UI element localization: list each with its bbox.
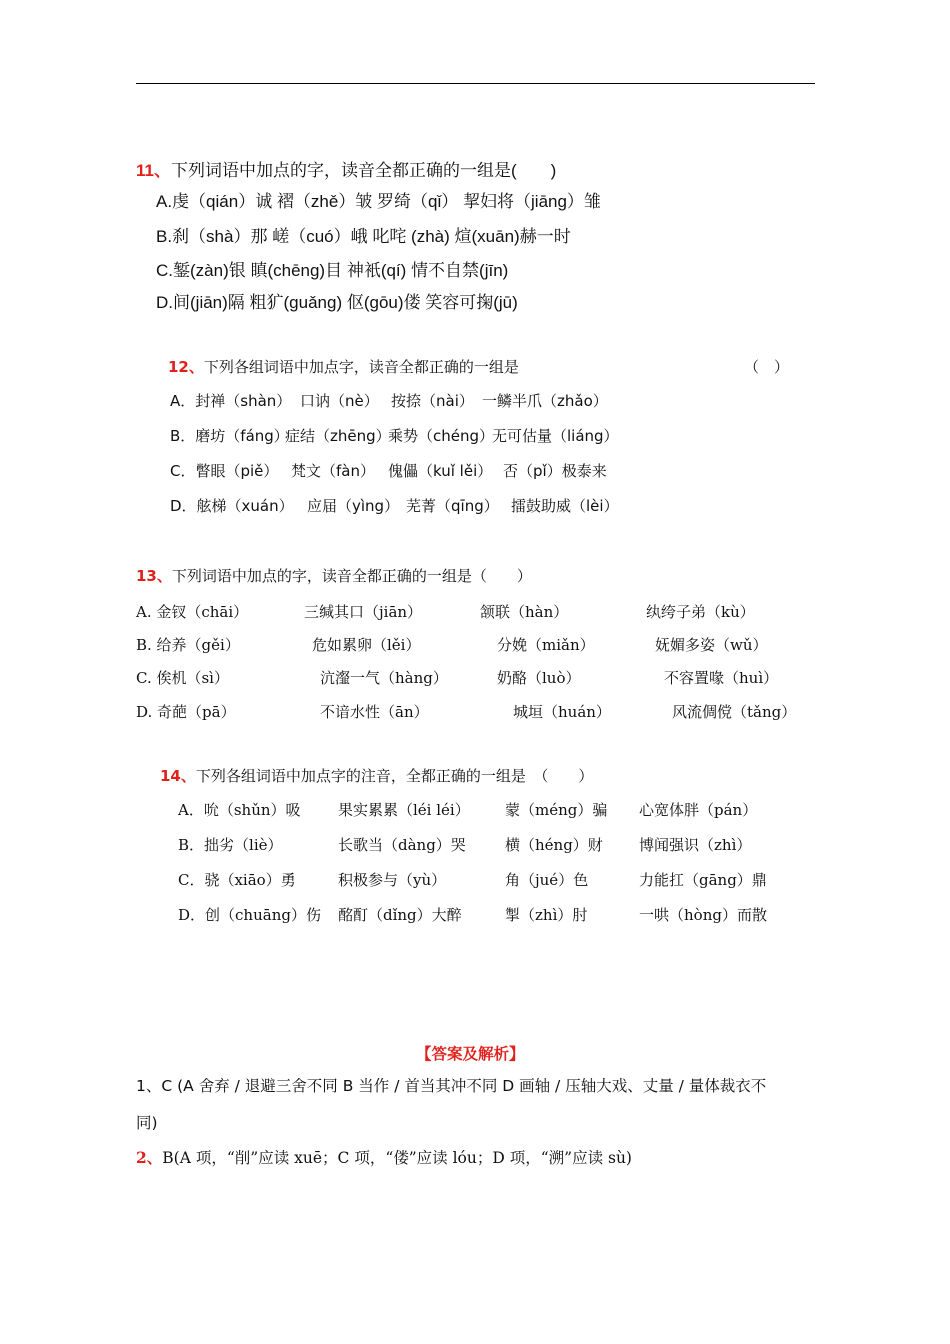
question-text: 下列词语中加点的字，读音全都正确的一组是（ ）	[171, 567, 532, 585]
q11-option-d: D.间(jiān)隔 粗犷(guǎng) 伛(gōu)偻 笑容可掬(jū)	[156, 293, 518, 312]
q11-option-b: B.刹（shà）那 嵯（cuó）峨 叱咤 (zhà) 煊(xuān)赫一时	[156, 227, 571, 246]
q13-c-item-4: 不容置喙（huì）	[664, 669, 779, 687]
q12-c-item-1: C．瞥眼（piě）	[170, 462, 279, 480]
q14-b-item-1: B．拙劣（liè）	[178, 836, 283, 854]
q13-b-item-1: B. 给养（gěi）	[136, 636, 240, 654]
q13-d-item-2: 不谙水性（ān）	[320, 703, 429, 721]
q14-b-item-2: 长歌当（dàng）哭	[338, 836, 466, 854]
q12-b-item-2: 症结（zhēng）	[285, 427, 391, 445]
q12-c-item-3: 傀儡（kuǐ lěi）	[388, 462, 493, 480]
answer-paren: （ ）	[744, 358, 790, 376]
q13-d-item-4: 风流倜傥（tǎng）	[672, 703, 797, 721]
q14-d-item-1: D．创（chuāng）伤	[178, 906, 321, 924]
q14-a-item-4: 心宽体胖（pán）	[639, 801, 758, 819]
q13-c-item-2: 沆瀣一气（hàng）	[320, 669, 448, 687]
answer-1-line-2: 同)	[136, 1114, 158, 1132]
q13-c-item-3: 奶酪（luò）	[497, 669, 581, 687]
q12-d-item-2: 应届（yìng）	[307, 497, 400, 515]
q12-a-item-2: 口讷（nè）	[300, 392, 379, 410]
q13-c-item-1: C. 俟机（sì）	[136, 669, 229, 687]
q14-a-item-3: 蒙（méng）骗	[505, 801, 608, 819]
question-number: 13、	[136, 567, 172, 585]
q14-c-item-2: 积极参与（yù）	[338, 871, 447, 889]
q12-a-item-1: A．封禅（shàn）	[170, 392, 292, 410]
question-text: 下列各组词语中加点字的注音，全都正确的一组是 （ ）	[195, 767, 594, 785]
q14-d-item-2: 酩酊（dǐng）大醉	[338, 906, 462, 924]
q12-b-item-4: 无可估量（liáng）	[492, 427, 619, 445]
question-text: 下列词语中加点的字，读音全都正确的一组是( )	[170, 161, 557, 180]
q12-c-item-4: 否（pǐ）极泰来	[503, 462, 607, 480]
question-text: 下列各组词语中加点字，读音全都正确的一组是	[203, 358, 519, 376]
q13-a-item-2: 三缄其口（jiān）	[304, 603, 423, 621]
q14-d-item-4: 一哄（hòng）而散	[639, 906, 767, 924]
q12-d-item-3: 芜菁（qīng）	[406, 497, 499, 515]
q13-a-item-1: A. 金钗（chāi）	[136, 603, 249, 621]
answer-2	[136, 1146, 632, 1168]
q13-d-item-3: 城垣（huán）	[513, 703, 611, 721]
q14-a-item-2: 果实累累（léi léi）	[338, 801, 470, 819]
question-11-stem	[136, 156, 556, 181]
q12-d-item-4: 擂鼓助威（lèi）	[511, 497, 619, 515]
q11-option-a: A.虔（qián）诚 褶（zhě）皱 罗绮（qǐ） 挈妇将（jiāng）雏	[156, 192, 601, 211]
question-12-stem	[168, 356, 519, 377]
q14-c-item-1: C．骁（xiāo）勇	[178, 871, 296, 889]
q12-b-item-1: B．磨坊（fáng）	[170, 427, 289, 445]
question-14-stem	[160, 765, 593, 786]
q13-b-item-4: 妩媚多姿（wǔ）	[655, 636, 768, 654]
question-number: 11、	[136, 161, 171, 180]
q14-b-item-3: 横（héng）财	[505, 836, 603, 854]
answer-1-line-1	[136, 1074, 766, 1096]
q13-d-item-1: D. 奇葩（pā）	[136, 703, 236, 721]
answer-number: 2、	[136, 1148, 163, 1167]
q14-c-item-4: 力能扛（gāng）鼎	[639, 871, 767, 889]
q13-a-item-4: 纨绔子弟（kù）	[646, 603, 755, 621]
q13-b-item-3: 分娩（miǎn）	[497, 636, 595, 654]
answers-heading: 【答案及解析】	[416, 1045, 525, 1063]
q13-a-item-3: 颔联（hàn）	[480, 603, 569, 621]
answer-number: 1	[136, 1077, 146, 1095]
q14-c-item-3: 角（jué）色	[505, 871, 589, 889]
q12-d-item-1: D．舷梯（xuán）	[170, 497, 294, 515]
q12-a-item-4: 一鳞半爪（zhǎo）	[482, 392, 608, 410]
q14-b-item-4: 博闻强识（zhì）	[639, 836, 752, 854]
q12-c-item-2: 梵文（fàn）	[291, 462, 375, 480]
question-number: 14、	[160, 767, 196, 785]
q12-a-item-3: 按捺（nài）	[391, 392, 474, 410]
question-13-stem	[136, 565, 532, 586]
answer-text: 、C (A 舍弃 / 退避三舍不同 B 当作 / 首当其冲不同 D 画轴 / 压轴大戏、丈量 / 量体裁衣不	[145, 1077, 767, 1095]
q11-option-c: C.錾(zàn)银 瞋(chēng)目 神衹(qí) 情不自禁(jīn)	[156, 261, 509, 280]
q14-a-item-1: A．吮（shǔn）吸	[178, 801, 301, 819]
question-number: 12、	[168, 358, 204, 376]
answer-text: B(A 项，“削”应读 xuē；C 项，“偻”应读 lóu；D 项，“溯”应读 sù)	[162, 1149, 632, 1167]
q12-b-item-3: 乘势（chéng）	[388, 427, 495, 445]
q13-b-item-2: 危如累卵（lěi）	[312, 636, 421, 654]
header-rule	[136, 83, 815, 84]
q14-d-item-3: 掣（zhì）肘	[505, 906, 588, 924]
